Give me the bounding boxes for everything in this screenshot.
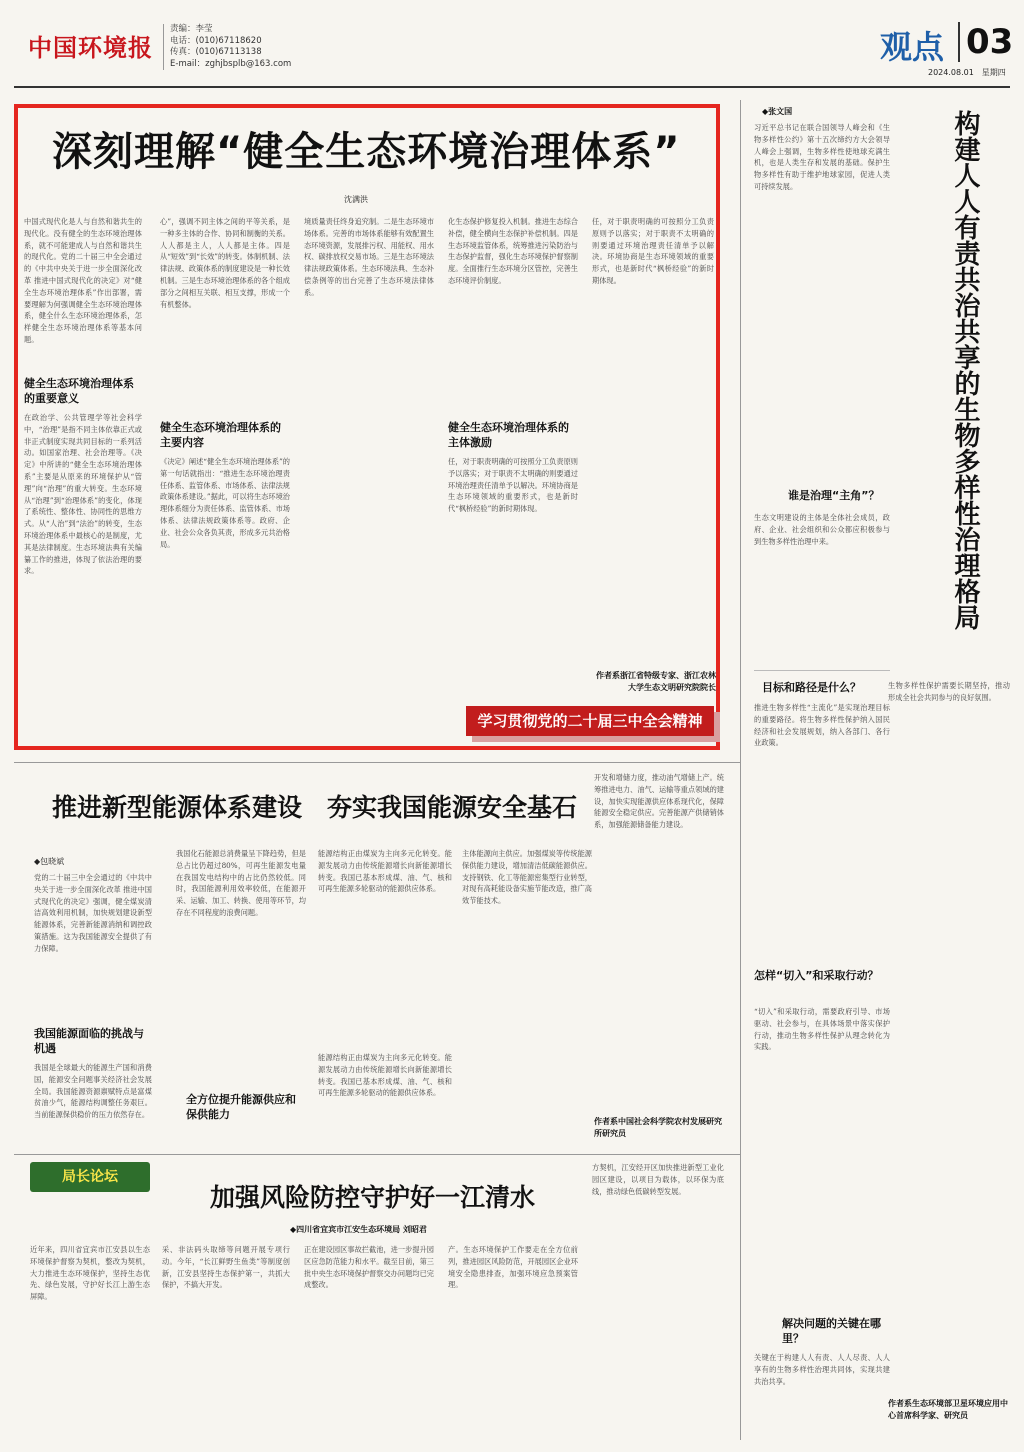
river-headline[interactable]: 加强风险防控守护好一江清水	[210, 1183, 536, 1212]
bio-subhead-2: 目标和路径是什么？	[762, 681, 861, 694]
energy-byline: ◆包晓斌	[34, 857, 65, 866]
bio-subhead-3: 怎样“切入”和采取行动？	[754, 969, 879, 982]
section-rule	[14, 762, 740, 763]
river-byline: ◆四川省宜宾市江安生态环境局 刘昭君	[290, 1225, 427, 1234]
river-column-4: 产。生态环境保护工作要走在全方位前列，推进园区风险防范，开展园区企业环境安全隐患排查，加强环境应急预案管理。	[448, 1245, 578, 1290]
river-column-3: 正在建设园区事故拦截池，进一步提升园区应急防范能力和水平。截至目前，第三批中央生态环境保护督察交办问题均已完成整改。	[304, 1245, 434, 1290]
lead-column-1b: 在政治学、公共管理学等社会科学中，“治理”是指不同主体依靠正式或非正式制度实现共同目标的一系列活动。如国家治理、社会治理等。《决定》中所讲的“健全生态环境治理体系”主要是从原来的环境保护从“管理”向“治理”的重大转变。生态环境从“治理”到“治理体系”的变化，体现了系统性、整体性、协同性的思维方式。从“人治”到“法治”的转变，生态环境治理体系中最核心的是制度，尤其是法律制度。生态环境法典有关编纂工作的推进，体现了依法治理的要求。	[24, 413, 142, 576]
energy-author-credit: 作者系中国社会科学院农村发展研究所研究员	[594, 1117, 722, 1138]
bio-rule-1	[754, 670, 890, 671]
lead-column-4b: 任，对于职责明确的可按照分工负责原则予以落实；对于职责不太明确的则要通过环境治理责任清单予以解决。环境协商是生态环境领域的重要形式，也是新时代“枫桥经验”的新时期体现。	[448, 457, 578, 514]
section-rule-lower	[14, 1154, 740, 1155]
bio-headline[interactable]: 构建人人有责共治共享的生物多样性治理格局	[950, 110, 980, 630]
lead-column-3: 境质量责任终身追究制。二是生态环境市场体系。完善的市场体系能够有效配置生态环境资源，发展排污权、用能权、用水权、碳排放权交易市场。三是生态环境法律法规政策体系。生态环境法典、生态补偿条例等的出台完善了生态环境法律体系。	[304, 217, 434, 297]
river-column-1: 近年来，四川省宜宾市江安县以生态环境保护督察为契机，整改为契机，大力推进生态环境保护，坚持生态优先、绿色发展，守护好长江上游生态屏障。	[30, 1245, 150, 1302]
lead-column-2a: 心”，强调不同主体之间的平等关系，是一种多主体的合作、协同和制衡的关系。人人都是主人，人人都是主体。四是从“短效”到“长效”的转变。体制机制、法律法规、政策体系的制度建设是一种长效机制。三是生态环境治理体系的各个组成部分之间相互关联、相互支撑，形成一个有机整体。	[160, 217, 290, 309]
contact-phone: 电话：(010)67118620	[170, 35, 262, 46]
lead-column-5: 任，对于职责明确的可按照分工负责原则予以落实；对于职责不太明确的则要通过环境治理责任清单予以解决。环境协商是生态环境领域的重要形式，也是新时代“枫桥经验”的新时期体现。	[592, 217, 714, 285]
bio-column-1e: 关键在于构建人人有责、人人尽责、人人享有的生物多样性治理共同体，实现共建共治共享。	[754, 1353, 890, 1386]
column-banner[interactable]: 学习贯彻党的二十届三中全会精神	[466, 706, 714, 736]
lead-byline: 沈满洪	[344, 195, 368, 204]
column-divider	[740, 100, 741, 1440]
bio-column-1c: 推进生物多样性“主流化”是实现治理目标的重要路径。将生物多样性保护纳入国民经济和社会发展规划，纳入各部门、各行业政策。	[754, 703, 890, 748]
lead-subhead-3: 健全生态环境治理体系的主体激励	[448, 421, 569, 449]
lead-column-4a: 化生态保护修复投入机制。推进生态综合补偿，健全横向生态保护补偿机制。四是生态环境监管体系，统筹推进污染防治与生态保护监督，强化生态环境保护督察制度。全面推行生态环境分区管控，完善生态环境评价制度。	[448, 217, 578, 285]
newspaper-logo: 中国环境报	[28, 34, 153, 62]
energy-column-5: 开发和增储力度，推动油气增储上产。统筹推进电力、油气、运输等重点领域的建设，加快实现能源供应体系现代化，保障能源安全稳定供应。完善能源产供储销体系，加强能源储备能力建设。	[594, 773, 724, 830]
lead-headline[interactable]: 深刻理解“健全生态环境治理体系”	[52, 129, 681, 175]
column-logo: 局长论坛	[30, 1162, 150, 1192]
lead-subhead-2: 健全生态环境治理体系的主要内容	[160, 421, 281, 449]
energy-column-1b: 我国是全球最大的能源生产国和消费国，能源安全问题事关经济社会发展全局。我国能源资源禀赋特点是富煤贫油少气，能源结构调整任务艰巨。当前能源保供稳价的压力依然存在。	[34, 1063, 152, 1120]
energy-column-4: 主体能源向主供应。加强煤炭等传统能源保供能力建设，增加清洁低碳能源供应。支持钢铁、化工等能源密集型行业转型，对现有高耗能设备实施节能改造，推广高效节能技术。	[462, 849, 592, 906]
bio-byline: ◆张文国	[762, 107, 793, 116]
river-column-2: 采、非法码头取缔等问题开展专项行动。今年，“长江鲜野生鱼类”等制度创新，江安县坚持生态保护第一，共抓大保护，不搞大开发。	[162, 1245, 290, 1290]
bio-column-1a: 习近平总书记在联合国领导人峰会和《生物多样性公约》第十五次缔约方大会领导人峰会上强调，生物多样性使地球充满生机，也是人类生存和发展的基础。保护生物多样性有助于维护地球家园，促进人类可持续发展。	[754, 123, 890, 191]
bio-author-credit: 作者系生态环境部卫星环境应用中心首席科学家、研究员	[888, 1399, 1008, 1420]
bio-column-2: 生物多样性保护需要长期坚持，推动形成全社会共同参与的良好氛围。	[888, 681, 1010, 702]
issue-date: 2024.08.01 星期四	[928, 68, 1006, 77]
lead-subhead-1: 健全生态环境治理体系的重要意义	[24, 377, 134, 405]
river-column-5: 方契机，江安经开区加快推进新型工业化园区建设，以项目为载体，以环保为底线，推动绿色低碳转型发展。	[592, 1163, 724, 1196]
bio-subhead-1: 谁是治理“主角”？	[788, 489, 880, 502]
lead-column-2b: 《决定》阐述“健全生态环境治理体系”的第一句话就指出：“推进生态环境治理责任体系、监管体系、市场体系、法律法规政策体系建设。”据此，可以将生态环境治理体系细分为责任体系、监管体系、市场体系、法律法规政策体系等。政府、企业、社会公众各负其责，形成多元共治格局。	[160, 457, 290, 549]
header-rule	[14, 86, 1010, 88]
energy-column-3a: 能源结构正由煤炭为主向多元化转变。能源发展动力由传统能源增长向新能源增长转变。我国已基本形成煤、油、气、核和可再生能源多轮驱动的能源供应体系。	[318, 849, 452, 894]
bio-column-1b: 生态文明建设的主体是全体社会成员，政府、企业、社会组织和公众都应积极参与到生物多样性治理中来。	[754, 513, 890, 546]
energy-column-1a: 党的二十届三中全会通过的《中共中央关于进一步全面深化改革 推进中国式现代化的决定》强调，健全煤炭清洁高效利用机制，加快规划建设新型能源体系，完善新能源消纳和调控政策措施。这为我国能源安全提供了有力保障。	[34, 873, 152, 953]
bio-column-1d: “切入”和采取行动，需要政府引导、市场驱动、社会参与，在具体场景中落实保护行动，推动生物多样性保护从理念转化为实践。	[754, 1007, 890, 1052]
contact-email: E-mail：zghjbsplb@163.com	[170, 58, 292, 69]
lead-author-credit: 作者系浙江省特级专家、浙江农林大学生态文明研究院院长	[596, 671, 716, 692]
energy-subhead-2: 全方位提升能源供应和保供能力	[186, 1093, 296, 1121]
page-number: 03	[958, 22, 1013, 62]
section-name: 观点	[880, 28, 945, 66]
editor-contacts	[163, 24, 291, 70]
bio-subhead-4: 解决问题的关键在哪里？	[782, 1317, 881, 1345]
energy-headline[interactable]: 推进新型能源体系建设 夯实我国能源安全基石	[52, 793, 578, 822]
contact-editor: 责编：李莹	[170, 24, 213, 34]
energy-column-3b: 能源结构正由煤炭为主向多元化转变。能源发展动力由传统能源增长向新能源增长转变。我国已基本形成煤、油、气、核和可再生能源多轮驱动的能源供应体系。	[318, 1053, 452, 1098]
contact-fax: 传真：(010)67113138	[170, 47, 262, 57]
energy-column-2: 我国化石能源总消费量呈下降趋势，但是总占比仍超过80%，可再生能源发电量在我国发电结构中的占比仍然较低。同时，我国能源利用效率较低，在能源开采、运输、加工、转换、使用等环节，均存在不同程度的浪费问题。	[176, 849, 306, 917]
lead-column-1a: 中国式现代化是人与自然和谐共生的现代化。没有健全的生态环境治理体系，就不可能建成人与自然和谐共生的现代化。党的二十届三中全会通过的《中共中央关于进一步全面深化改革 推进中国式现代化的决定》对“健全生态环境治理体系”作出部署，需要理解为何强调健全生态环境治理体系，健全什么生态环境治理体系，怎样健全生态环境治理体系等基本问题。	[24, 217, 142, 344]
masthead	[0, 0, 1024, 90]
energy-subhead-1: 我国能源面临的挑战与机遇	[34, 1027, 144, 1055]
